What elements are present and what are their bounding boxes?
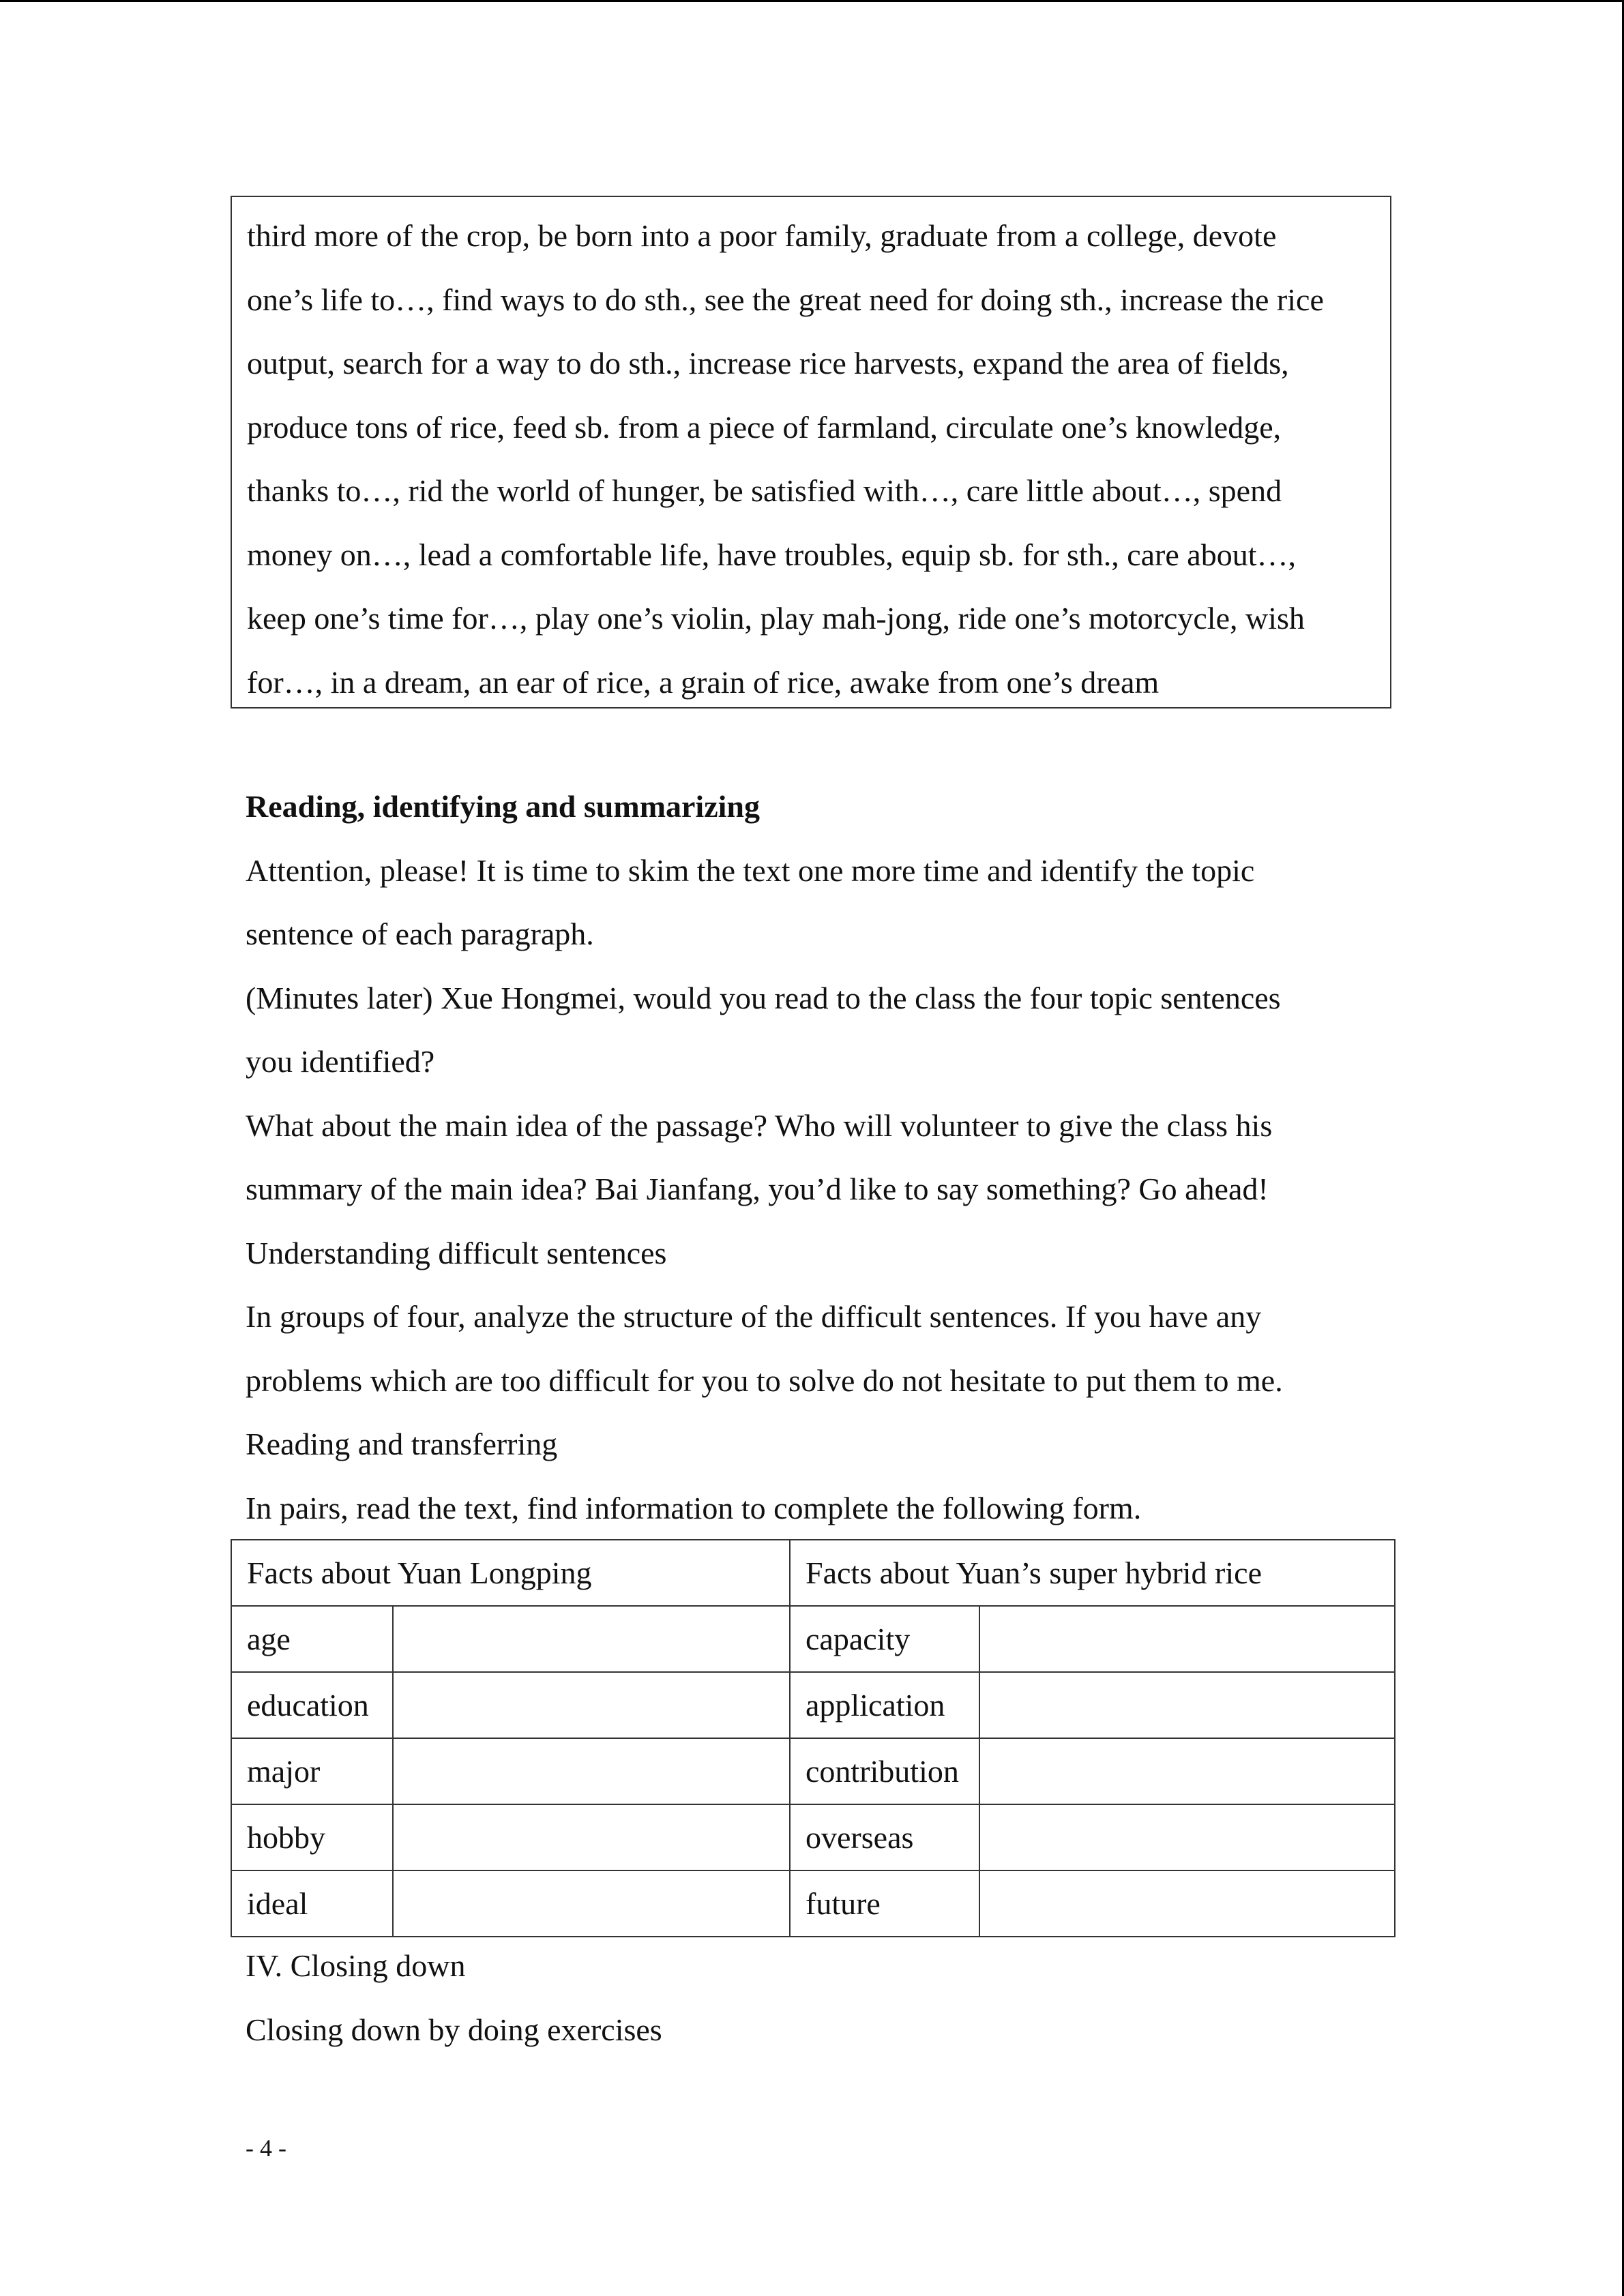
table-label-cell: ideal: [231, 1870, 393, 1937]
table-row: [231, 1804, 1395, 1870]
table-label-cell: application: [790, 1672, 979, 1738]
table-header-row: [231, 1540, 1395, 1606]
table-row: [231, 1606, 1395, 1672]
table-blank-cell[interactable]: [393, 1870, 790, 1937]
subheading: Understanding difficult sentences: [246, 1236, 667, 1270]
paragraph-line: (Minutes later) Xue Hongmei, would you read to the class the four topic sentences: [246, 981, 1281, 1015]
vocab-line: output, search for a way to do sth., increase rice harvests, expand the area of fields,: [247, 346, 1289, 381]
table-blank-cell[interactable]: [979, 1870, 1395, 1937]
vocab-line: thanks to…, rid the world of hunger, be satisfied with…, care little about…, spend: [247, 473, 1282, 508]
table-blank-cell[interactable]: [979, 1738, 1395, 1804]
table-blank-cell[interactable]: [393, 1672, 790, 1738]
vocab-line: for…, in a dream, an ear of rice, a grain of rice, awake from one’s dream: [247, 664, 1160, 700]
page-top-border: [0, 0, 1624, 2]
closing-heading: IV. Closing down: [246, 1948, 466, 1983]
table-blank-cell[interactable]: [979, 1606, 1395, 1672]
table-blank-cell[interactable]: [979, 1804, 1395, 1870]
paragraph-line: sentence of each paragraph.: [246, 916, 594, 951]
table-row: [231, 1672, 1395, 1738]
table-blank-cell[interactable]: [393, 1606, 790, 1672]
table-label-cell: contribution: [790, 1738, 979, 1804]
paragraph-line: Attention, please! It is time to skim the text one more time and identify the topic: [246, 853, 1255, 888]
paragraph-line: In pairs, read the text, find information to complete the following form.: [246, 1491, 1142, 1525]
table-label-cell: education: [231, 1672, 393, 1738]
vocab-line: keep one’s time for…, play one’s violin, play mah-jong, ride one’s motorcycle, wish: [247, 601, 1305, 636]
vocab-line: one’s life to…, find ways to do sth., see the great need for doing sth., increase the rice: [247, 282, 1324, 317]
table-label-cell: capacity: [790, 1606, 979, 1672]
table-label-cell: major: [231, 1738, 393, 1804]
facts-table: [231, 1539, 1396, 1937]
paragraph-line: What about the main idea of the passage? Who will volunteer to give the class his: [246, 1108, 1273, 1143]
vocab-line: money on…, lead a comfortable life, have troubles, equip sb. for sth., care about…,: [247, 537, 1296, 572]
table-header-cell: Facts about Yuan Longping: [231, 1540, 790, 1606]
table-label-cell: hobby: [231, 1804, 393, 1870]
table-label-cell: overseas: [790, 1804, 979, 1870]
paragraph-line: In groups of four, analyze the structure of the difficult sentences. If you have any: [246, 1299, 1262, 1334]
paragraph-line: problems which are too difficult for you to solve do not hesitate to put them to me.: [246, 1363, 1283, 1398]
table-label-cell: future: [790, 1870, 979, 1937]
vocab-line: third more of the crop, be born into a poor family, graduate from a college, devote: [247, 218, 1277, 253]
paragraph-line: summary of the main idea? Bai Jianfang, you’d like to say something? Go ahead!: [246, 1172, 1269, 1206]
closing-line: Closing down by doing exercises: [246, 2012, 662, 2047]
vocab-line: produce tons of rice, feed sb. from a piece of farmland, circulate one’s knowledge,: [247, 409, 1282, 445]
table-row: [231, 1738, 1395, 1804]
table-blank-cell[interactable]: [393, 1738, 790, 1804]
vocabulary-box: [231, 196, 1391, 709]
table-row: [231, 1870, 1395, 1937]
paragraph-line: you identified?: [246, 1044, 435, 1079]
table-blank-cell[interactable]: [979, 1672, 1395, 1738]
page-number: - 4 -: [246, 2134, 286, 2162]
table-label-cell: age: [231, 1606, 393, 1672]
section-heading: Reading, identifying and summarizing: [246, 789, 760, 824]
subheading: Reading and transferring: [246, 1427, 558, 1461]
table-header-cell: Facts about Yuan’s super hybrid rice: [790, 1540, 1395, 1606]
table-blank-cell[interactable]: [393, 1804, 790, 1870]
